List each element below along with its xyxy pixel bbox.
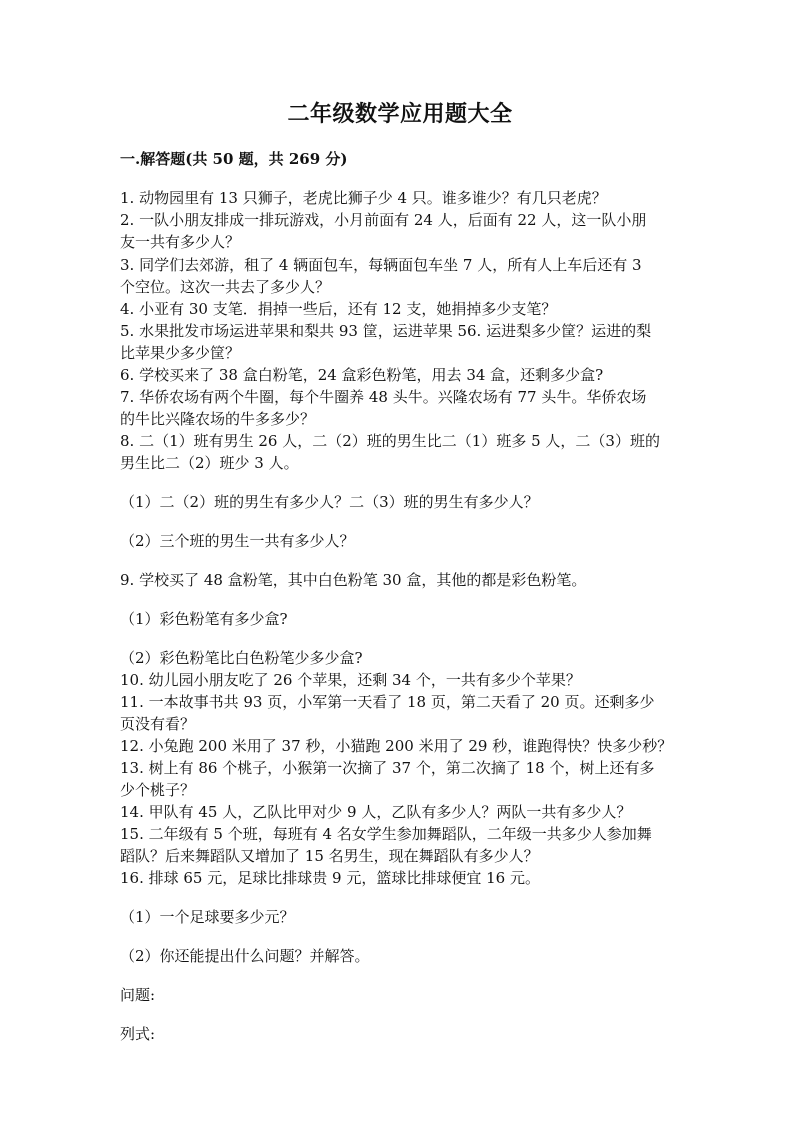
question-16-sub-1: （1）一个足球要多少元？	[120, 908, 295, 926]
question-11-line-2: 页没有看？	[120, 715, 196, 733]
question-5-line-2: 比苹果少多少筐？	[120, 344, 241, 362]
question-9-sub-2: （2）彩色粉笔比白色粉笔少多少盒?	[120, 649, 363, 667]
question-14-line-1: 14. 甲队有 45 人，乙队比甲对少 9 人，乙队有多少人？两队一共有多少人？	[120, 803, 632, 821]
question-5-line-1: 5. 水果批发市场运进苹果和梨共 93 筐，运进苹果 56. 运进梨多少筐？运进的梨	[120, 322, 652, 340]
question-9-sub-1: （1）彩色粉笔有多少盒?	[120, 610, 288, 628]
question-6-line-1: 6. 学校买来了 38 盒白粉笔，24 盒彩色粉笔，用去 34 盒，还剩多少盒?	[120, 366, 604, 384]
question-3-line-1: 3. 同学们去郊游，租了 4 辆面包车，每辆面包车坐 7 人，所有人上车后还有 3	[120, 256, 642, 274]
question-13-line-2: 少个桃子？	[120, 781, 196, 799]
question-8-line-2: 男生比二（2）班少 3 人。	[120, 454, 299, 472]
question-7-line-1: 7. 华侨农场有两个牛圈，每个牛圈养 48 头牛。兴隆农场有 77 头牛。华侨农场	[120, 388, 647, 406]
question-9-line-1: 9. 学校买了 48 盒粉笔，其中白色粉笔 30 盒，其他的都是彩色粉笔。	[120, 571, 587, 589]
question-3-line-2: 个空位。这次一共去了多少人？	[120, 278, 331, 296]
question-8-sub-1: （1）二（2）班的男生有多少人？二（3）班的男生有多少人？	[120, 493, 539, 511]
page-title: 二年级数学应用题大全	[287, 101, 513, 127]
question-15-line-1: 15. 二年级有 5 个班，每班有 4 名女学生参加舞蹈队，二年级一共多少人参加舞	[120, 825, 652, 843]
question-1-line-1: 1. 动物园里有 13 只狮子，老虎比狮子少 4 只。谁多谁少？有几只老虎？	[120, 189, 607, 207]
question-label: 问题:	[120, 986, 156, 1004]
question-2-line-1: 2. 一队小朋友排成一排玩游戏，小月前面有 24 人，后面有 22 人，这一队小朋	[120, 211, 647, 229]
question-2-line-2: 友一共有多少人？	[120, 233, 241, 251]
question-16-line-1: 16. 排球 65 元，足球比排球贵 9 元，篮球比排球便宜 16 元。	[120, 869, 540, 887]
question-15-line-2: 蹈队？后来舞蹈队又增加了 15 名男生，现在舞蹈队有多少人？	[120, 847, 539, 865]
question-11-line-1: 11. 一本故事书共 93 页，小军第一天看了 18 页，第二天看了 20 页。还剩多少	[120, 693, 655, 711]
question-8-sub-2: （2）三个班的男生一共有多少人？	[120, 532, 355, 550]
question-16-sub-2: （2）你还能提出什么问题？并解答。	[120, 947, 370, 965]
section-heading: 一.解答题(共 50 题，共 269 分)	[120, 150, 348, 168]
question-7-line-2: 的牛比兴隆农场的牛多多少？	[120, 410, 316, 428]
question-4-line-1: 4. 小亚有 30 支笔．捐掉一些后，还有 12 支，她捐掉多少支笔？	[120, 300, 557, 318]
equation-label: 列式:	[120, 1025, 156, 1043]
question-13-line-1: 13. 树上有 86 个桃子，小猴第一次摘了 37 个，第二次摘了 18 个，树上还有多	[120, 759, 655, 777]
question-12-line-1: 12. 小兔跑 200 米用了 37 秒，小猫跑 200 米用了 29 秒，谁跑得快？快多少秒？	[120, 737, 673, 755]
question-8-line-1: 8. 二（1）班有男生 26 人，二（2）班的男生比二（1）班多 5 人，二（3）班的	[120, 432, 660, 450]
question-10-line-1: 10. 幼儿园小朋友吃了 26 个苹果，还剩 34 个，一共有多少个苹果？	[120, 671, 581, 689]
